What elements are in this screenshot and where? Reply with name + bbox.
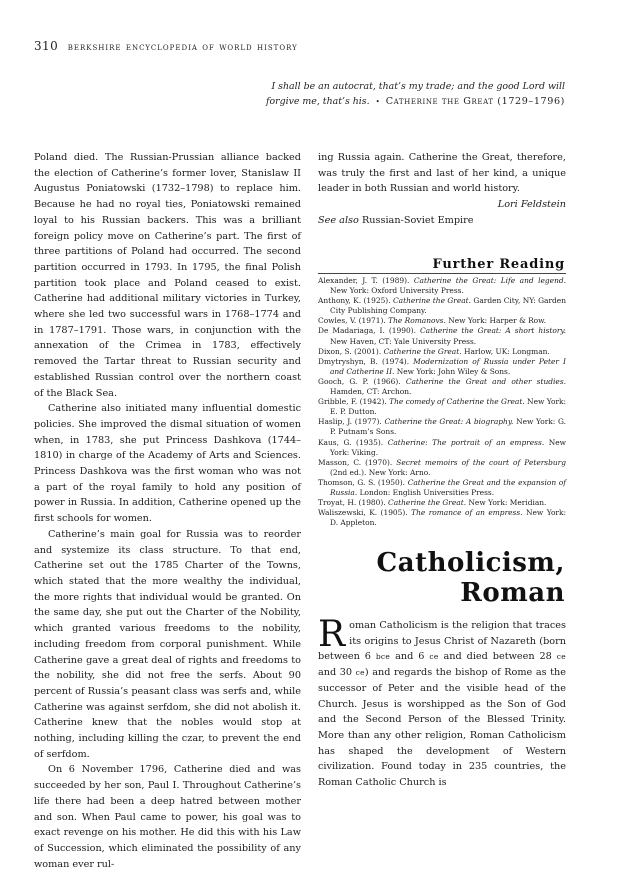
era-abbrev: ce: [355, 668, 365, 678]
article-title: [377, 548, 565, 608]
left-column: [34, 150, 301, 872]
epigraph-line-1: I shall be an autocrat, that’s my trade; and the good Lord will: [271, 81, 565, 92]
running-head: [34, 39, 298, 53]
see-also-link[interactable]: Russian-Soviet Empire: [361, 214, 474, 226]
reference-item: Troyat, H. (1980). Catherine the Great. New York: Meridian.: [318, 498, 547, 508]
reference-list: [318, 276, 566, 528]
reference-item: De Madariaga, I. (1990). Catherine the Great: A short history. New Haven, CT: Yale University Press.: [318, 326, 566, 346]
see-also-label: See also: [318, 214, 359, 226]
reference-item: Alexander, J. T. (1989). Catherine the Great: Life and legend. New York: Oxford University Press.: [318, 276, 566, 296]
reference-item: Gooch, G. P. (1966). Catherine the Great and other studies. Hamden, CT: Archon.: [318, 376, 566, 397]
article-title-line-1: Catholicism,: [376, 548, 565, 578]
era-abbrev: ce: [556, 652, 566, 662]
author-signature: Lori Feldstein: [497, 199, 566, 211]
reference-item: Anthony, K. (1925). Catherine the Great. Garden City, NY: Garden City Publishing Company.: [318, 296, 566, 316]
paragraph: On 6 November 1796, Catherine died and was succeeded by her son, Paul I. Throughout Catherine’s life there had been a deep hatred between mother and son. When Paul came to power, his goal was to exact revenge on his mother. He did this with his Law of Succession, which eliminated the possibility of any woman ever rul-: [34, 764, 301, 870]
article-body: Roman Catholicism is the religion that traces its origins to Jesus Christ of Nazareth (born between 6 bce and 6 ce and died between 28 ce and 30 ce) and regards the bishop of Rome as the successor of Peter and the visible head of the Church. Jesus is worshipped as the Son of God and the Second Person of the Blessed Trinity. More than any other religion, Roman Catholicism has shaped the development of Western civilization. Found today in 235 countries, the Roman Catholic Church is: [318, 614, 567, 789]
reference-item: Thomson, G. S. (1950). Catherine the Great and the expansion of Russia. London: English Universities Press.: [318, 477, 566, 497]
reference-item: Cowles, V. (1971). The Romanovs. New York: Harper & Row.: [318, 316, 547, 326]
article-title-line-2: Roman: [460, 578, 565, 608]
see-also: [318, 213, 566, 229]
reference-item: Dmytryshyn, B. (1974). Modernization of Russia under Peter I and Catherine II. New York: John Wiley & Sons.: [318, 356, 566, 376]
bullet-icon: •: [375, 98, 380, 106]
epigraph: [205, 79, 565, 110]
page-number: 310: [34, 39, 59, 53]
divider: [318, 273, 566, 274]
publication-title: berkshire encyclopedia of world history: [67, 41, 298, 53]
era-abbrev: ce: [429, 652, 439, 662]
paragraph: Poland died. The Russian-Prussian alliance backed the election of Catherine’s former lover, Stanislaw II Augustus Poniatowski (1732–1798) to replace him. Because he had no royal ties, Poniatowski remained loyal to his Russian backers. This was a brilliant foreign policy move on Catherine’s part. The first of three partitions of Poland had occurred. The second partition occurred in 1793. In 1795, the final Polish partition took place and Poland ceased to exist. Catherine had additional military victories in Turkey, where she led two successful wars in 1768–1774 and in 1787–1791. Those wars, in conjunction with the annexation of the Crimea in 1783, effectively removed the Tartar threat to Russian security and established Russian control over the northern coast of the Black Sea.: [34, 152, 301, 399]
paragraph: Catherine also initiated many influential domestic policies. She improved the dismal situation of women when, in 1783, she put Princess Dashkova (1744–1810) in charge of the Academy of Arts and Sciences. Princess Dashkova was the first woman who was not a part of the royal family to hold any position of power in Russia. In addition, Catherine opened up the first schools for women.: [34, 403, 301, 525]
reference-item: Kaus, G. (1935). Catherine: The portrait of an empress. New York: Viking.: [318, 437, 566, 457]
further-reading-heading: Further Reading: [432, 257, 565, 272]
epigraph-line-2: [205, 94, 565, 110]
reference-item: Gribble, F. (1942). The comedy of Catherine the Great. New York: E. P. Dutton.: [318, 397, 567, 417]
reference-item: Masson, C. (1970). Secret memoirs of the court of Petersburg (2nd ed.). New York: Arno.: [318, 457, 566, 477]
paragraph: Catherine’s main goal for Russia was to reorder and systemize its class structure. To that end, Catherine set out the 1785 Charter of the Towns, which stated that the more wealthy the individual, the more rights that individual would be granted. On the same day, she put out the Charter of the Nobility, which granted various freedoms to the nobility, including freedom from corporal punishment. While Catherine gave a great deal of rights and freedoms to the nobility, she did not free the serfs. About 90 percent of Russia’s peasant class was serfs and, while Catherine was against serfdom, she did not abolish it. Catherine knew that the nobles would stop at nothing, including killing the czar, to prevent the end of serfdom.: [34, 528, 301, 760]
era-abbrev: bce: [375, 652, 391, 662]
right-column: [318, 150, 566, 229]
epigraph-attribution: Catherine the Great (1729–1796): [385, 96, 565, 107]
reference-item: Haslip, J. (1977). Catherine the Great: A biography. New York: G. P. Putnam’s Sons.: [318, 417, 567, 437]
paragraph: ing Russia again. Catherine the Great, therefore, was truly the first and last of her kind, a unique leader in both Russian and world history.: [318, 152, 566, 195]
drop-cap: R: [318, 614, 346, 655]
reference-item: Waliszewski, K. (1905). The romance of an empress. New York: D. Appleton.: [318, 508, 566, 528]
reference-item: Dixon, S. (2001). Catherine the Great. Harlow, UK: Longman.: [318, 346, 550, 356]
epigraph-quote-end: forgive me, that’s his.: [265, 96, 370, 107]
